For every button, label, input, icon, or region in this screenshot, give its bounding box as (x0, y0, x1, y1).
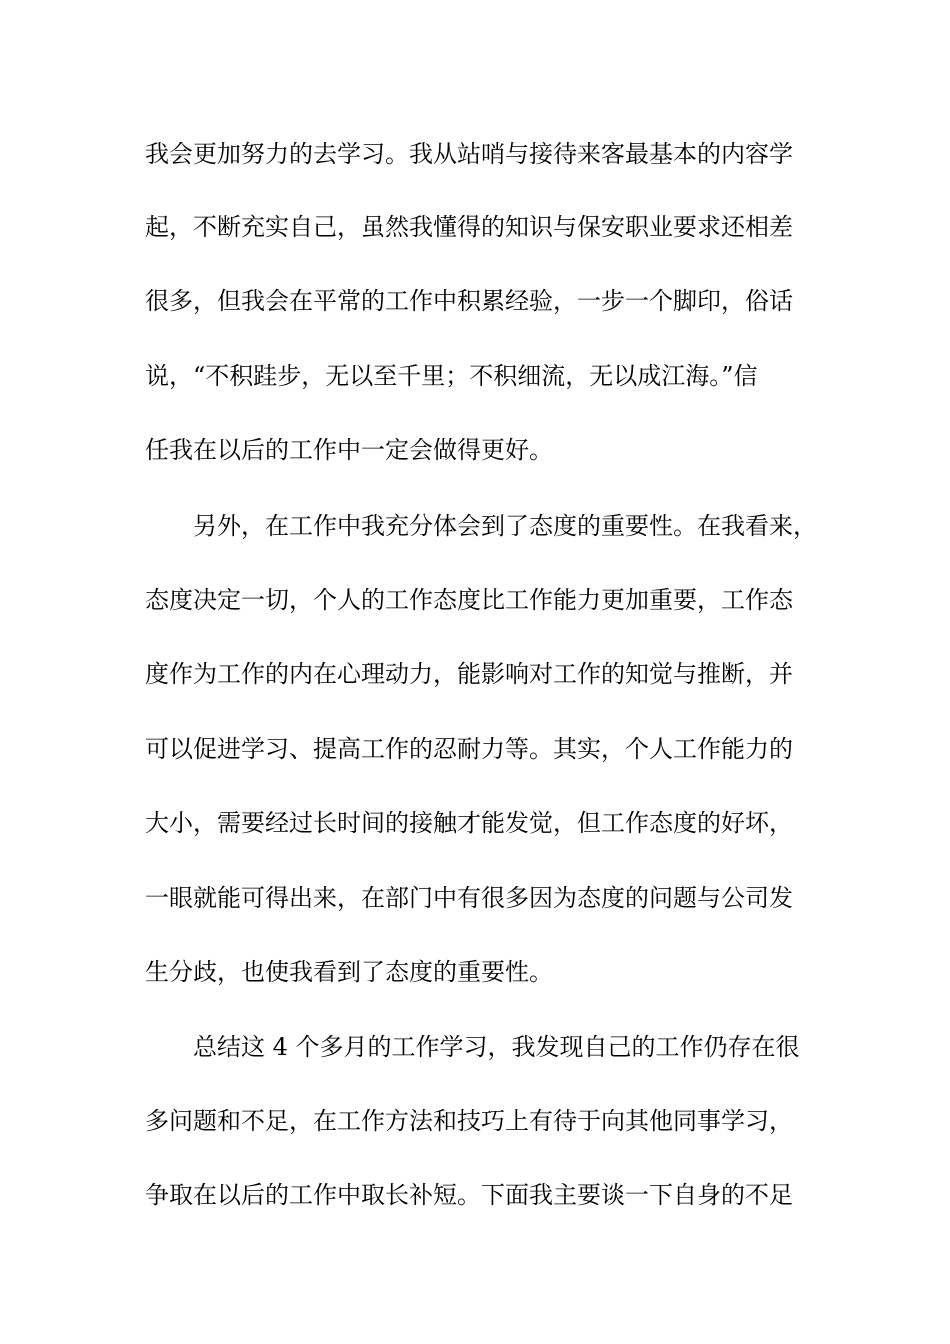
paragraph-first-line: 总结这 4 个多月的工作学习，我发现自己的工作仍存在很 (193, 1033, 800, 1061)
paragraph-first-line: 另外，在工作中我充分体会到了态度的重要性。在我看来， (193, 512, 817, 540)
text-line: 起，不断充实自己，虽然我懂得的知识与保安职业要求还相差 (145, 213, 793, 241)
text-line: 度作为工作的内在心理动力，能影响对工作的知觉与推断，并 (145, 660, 793, 688)
text-line: 我会更加努力的去学习。我从站哨与接待来客最基本的内容学 (145, 140, 793, 168)
text-line: 争取在以后的工作中取长补短。下面我主要谈一下自身的不足 (145, 1181, 793, 1209)
text-line: 可以促进学习、提高工作的忍耐力等。其实，个人工作能力的 (145, 735, 793, 763)
text-line: 多问题和不足，在工作方法和技巧上有待于向其他同事学习， (145, 1107, 793, 1135)
text-line: 一眼就能可得出来，在部门中有很多因为态度的问题与公司发 (145, 884, 793, 912)
text-line: 很多，但我会在平常的工作中积累经验，一步一个脚印，俗话 (145, 287, 793, 315)
text-line: 任我在以后的工作中一定会做得更好。 (145, 436, 553, 464)
text-line: 大小，需要经过长时间的接触才能发觉，但工作态度的好坏， (145, 809, 793, 837)
text-line: 态度决定一切，个人的工作态度比工作能力更加重要，工作态 (145, 586, 793, 614)
text-line: 生分歧，也使我看到了态度的重要性。 (145, 958, 553, 986)
text-line: 说，“不积跬步，无以至千里；不积细流，无以成江海。”信 (145, 362, 758, 390)
